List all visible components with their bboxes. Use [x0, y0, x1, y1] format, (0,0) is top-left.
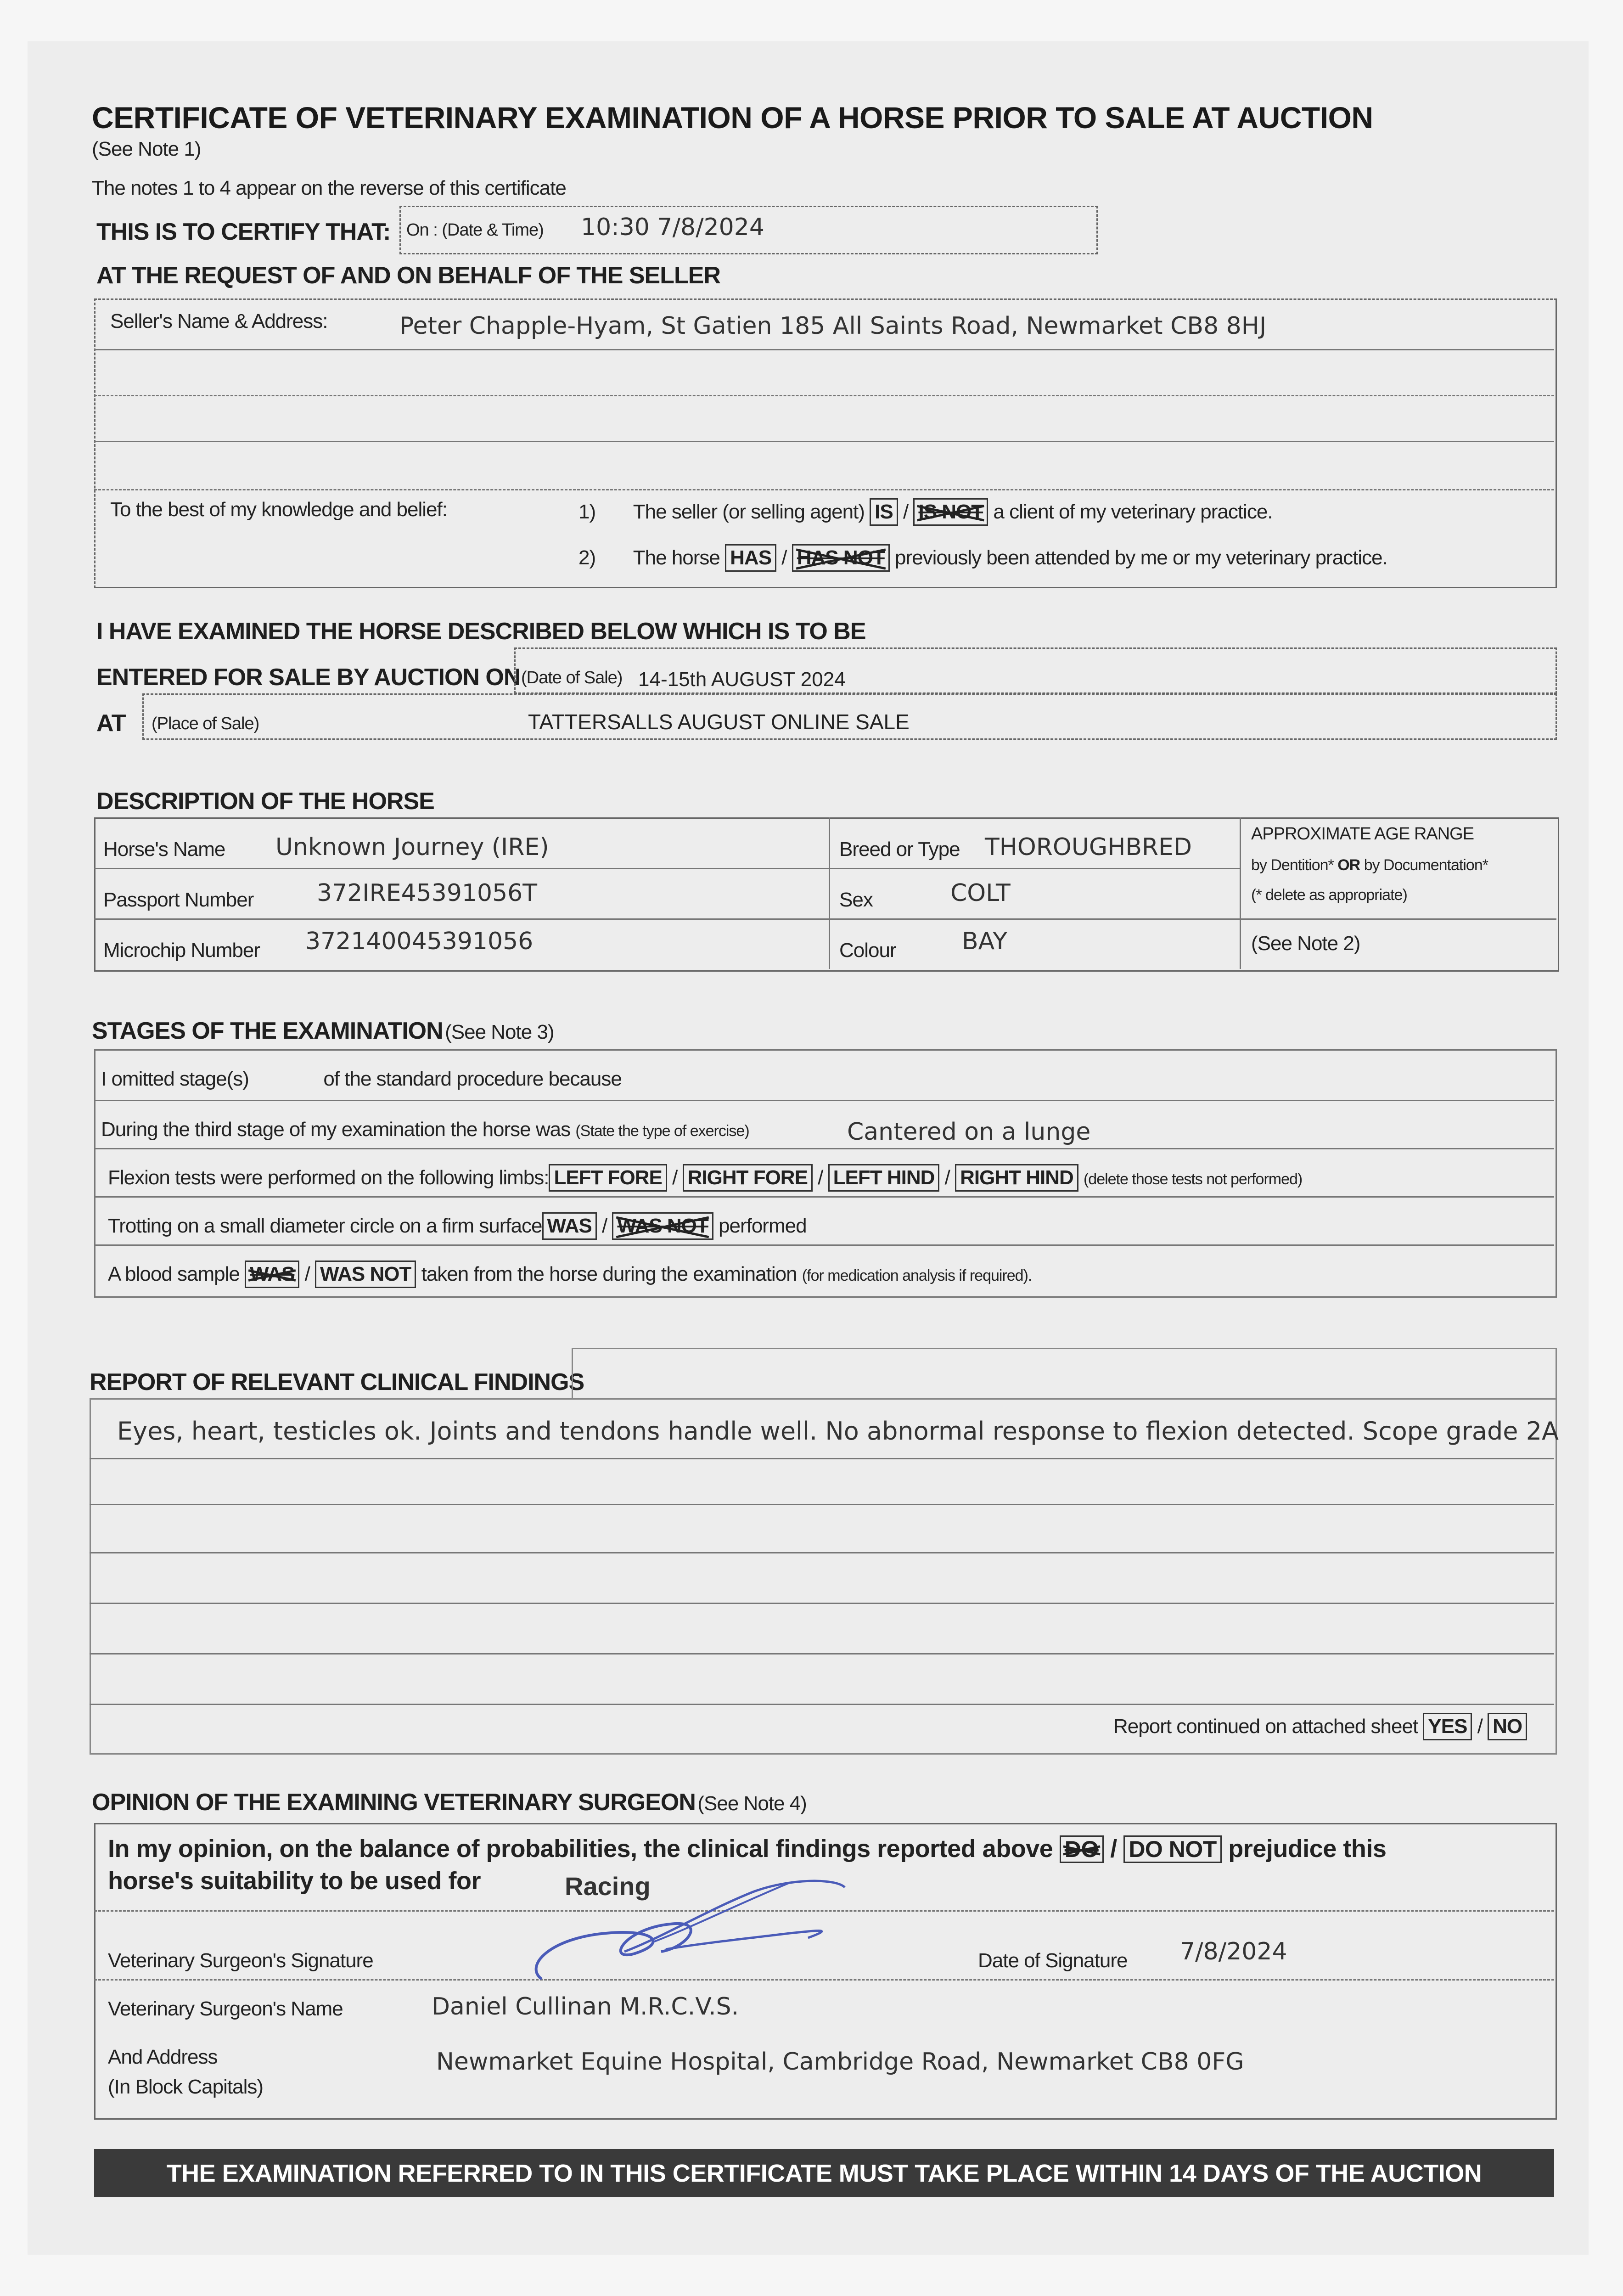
see-note-1: (See Note 1)	[92, 138, 201, 160]
seller-name-value[interactable]: Peter Chapple-Hyam, St Gatien 185 All Saints Road, Newmarket CB8 8HJ	[399, 312, 1267, 340]
omitted-row	[101, 1068, 622, 1091]
report-heading-box	[572, 1348, 1557, 1400]
report-continued-row	[1113, 1713, 1527, 1740]
opinion-do-option[interactable]: DO	[1060, 1835, 1104, 1863]
sale-place-label: (Place of Sale)	[152, 714, 259, 733]
blood-row	[108, 1261, 1032, 1288]
limb-sep-1: /	[672, 1166, 678, 1189]
report-line-5	[90, 1653, 1554, 1654]
horse-hline-2	[94, 918, 1240, 920]
footer-banner-text: THE EXAMINATION REFERRED TO IN THIS CERTIFICATE MUST TAKE PLACE WITHIN 14 DAYS OF THE AUCTION	[166, 2159, 1482, 2187]
opinion-do-not-option[interactable]: DO NOT	[1123, 1835, 1221, 1863]
sale-place-value[interactable]: TATTERSALLS AUGUST ONLINE SALE	[528, 710, 910, 734]
seller-line-4	[94, 489, 1554, 490]
entered-label: ENTERED FOR SALE BY AUCTION ON	[96, 664, 521, 691]
age-delete-note: (* delete as appropriate)	[1251, 886, 1407, 904]
opinion-note: (See Note 4)	[697, 1792, 807, 1815]
continued-sep: /	[1477, 1715, 1483, 1738]
sale-date-label: (Date of Sale)	[521, 668, 623, 687]
age-see-note: (See Note 2)	[1251, 932, 1360, 955]
horse-hline-3	[1240, 918, 1556, 920]
address-label-2: (In Block Capitals)	[108, 2076, 264, 2098]
omitted-post: of the standard procedure because	[323, 1068, 622, 1090]
third-stage-row	[101, 1118, 749, 1141]
age-by-documentation[interactable]: by Documentation*	[1364, 856, 1488, 874]
item1-post: a client of my veterinary practice.	[993, 501, 1273, 523]
stages-title: STAGES OF THE EXAMINATION	[92, 1018, 443, 1044]
opinion-sep: /	[1110, 1835, 1117, 1863]
age-or: OR	[1337, 856, 1360, 874]
blood-label: A blood sample	[108, 1263, 240, 1285]
item1-pre: The seller (or selling agent)	[633, 501, 865, 523]
attended-has-not-option[interactable]: HAS NOT	[792, 544, 890, 572]
horse-heading: DESCRIPTION OF THE HORSE	[96, 788, 434, 815]
report-line-3	[90, 1552, 1554, 1553]
seller-heading: AT THE REQUEST OF AND ON BEHALF OF THE SELLER	[96, 262, 720, 289]
stages-line-4	[94, 1244, 1554, 1246]
opinion-text-1: In my opinion, on the balance of probabilities, the clinical findings reported above	[108, 1835, 1053, 1863]
date-signature-value[interactable]: 7/8/2024	[1180, 1938, 1287, 1965]
notes-line: The notes 1 to 4 appear on the reverse of this certificate	[92, 177, 566, 199]
age-method	[1251, 856, 1488, 874]
seller-item-2	[578, 544, 1387, 572]
opinion-statement	[108, 1835, 1386, 1863]
item2-pre: The horse	[633, 546, 720, 569]
continued-no-option[interactable]: NO	[1488, 1713, 1527, 1740]
blood-note: (for medication analysis if required).	[802, 1267, 1032, 1284]
opinion-heading	[92, 1789, 807, 1816]
horse-name-value[interactable]: Unknown Journey (IRE)	[275, 833, 549, 861]
vet-signature	[514, 1874, 863, 1993]
limb-sep-3: /	[944, 1166, 950, 1189]
seller-name-label: Seller's Name & Address:	[110, 310, 328, 332]
certify-on-label: On : (Date & Time)	[406, 220, 544, 240]
item2-post: previously been attended by me or my veterinary practice.	[894, 546, 1387, 569]
stages-line-2	[94, 1148, 1554, 1149]
item1-num: 1)	[578, 501, 596, 523]
report-findings[interactable]: Eyes, heart, testicles ok. Joints and tendons handle well. No abnormal response to flexion detected. Scope grade 2A	[117, 1417, 1559, 1446]
continued-yes-option[interactable]: YES	[1423, 1713, 1472, 1740]
trot-post: performed	[719, 1215, 807, 1237]
blood-sep: /	[304, 1263, 310, 1285]
opinion-text-2: prejudice this	[1228, 1835, 1387, 1863]
seller-line-1	[94, 349, 1554, 350]
report-line-4	[90, 1603, 1554, 1604]
blood-was-not-option[interactable]: WAS NOT	[315, 1261, 416, 1288]
colour-value[interactable]: BAY	[962, 928, 1007, 955]
knowledge-label: To the best of my knowledge and belief:	[110, 498, 447, 521]
flexion-label: Flexion tests were performed on the following limbs:	[108, 1166, 549, 1189]
age-heading: APPROXIMATE AGE RANGE	[1251, 824, 1474, 844]
trot-was-option[interactable]: WAS	[542, 1212, 597, 1240]
horse-hline-1	[94, 868, 1240, 869]
opinion-title: OPINION OF THE EXAMINING VETERINARY SURGEON	[92, 1789, 696, 1816]
limb-right-hind[interactable]: RIGHT HIND	[955, 1164, 1078, 1192]
date-signature-label: Date of Signature	[978, 1949, 1128, 1972]
use-value[interactable]: Racing	[565, 1872, 651, 1901]
breed-label: Breed or Type	[839, 838, 960, 861]
report-heading: REPORT OF RELEVANT CLINICAL FINDINGS	[90, 1369, 584, 1396]
stages-line-3	[94, 1196, 1554, 1198]
microchip-value[interactable]: 372140045391056	[305, 928, 534, 955]
report-line-2	[90, 1504, 1554, 1505]
trot-was-not-option[interactable]: WAS NOT	[612, 1212, 713, 1240]
signature-stroke-3	[652, 1883, 790, 1942]
age-by-dentition[interactable]: by Dentition*	[1251, 856, 1334, 874]
third-label: During the third stage of my examination the horse was	[101, 1118, 571, 1141]
horse-vline-2	[1240, 817, 1241, 969]
address-label: And Address	[108, 2046, 218, 2068]
blood-was-option[interactable]: WAS	[245, 1261, 299, 1288]
item1-sep: /	[903, 501, 909, 523]
limb-left-hind[interactable]: LEFT HIND	[828, 1164, 940, 1192]
passport-value[interactable]: 372IRE45391056T	[317, 879, 538, 907]
stages-heading	[92, 1017, 554, 1045]
report-box	[90, 1398, 1557, 1755]
stages-line-1	[94, 1100, 1554, 1101]
sale-heading: I HAVE EXAMINED THE HORSE DESCRIBED BELOW WHICH IS TO BE	[96, 618, 866, 645]
third-stage-value[interactable]: Cantered on a lunge	[847, 1118, 1091, 1146]
trot-sep: /	[601, 1215, 607, 1237]
passport-label: Passport Number	[103, 889, 254, 911]
report-line-6	[90, 1704, 1554, 1705]
horse-name-label: Horse's Name	[103, 838, 225, 861]
seller-line-2	[94, 395, 1554, 396]
trot-label: Trotting on a small diameter circle on a firm surface	[108, 1215, 542, 1237]
breed-value[interactable]: THOROUGHBRED	[985, 833, 1192, 861]
horse-vline-1	[829, 817, 830, 969]
blood-post: taken from the horse during the examination	[421, 1263, 797, 1285]
sex-label: Sex	[839, 889, 873, 911]
third-note: (State the type of exercise)	[575, 1122, 749, 1140]
item2-sep: /	[781, 546, 787, 569]
certify-label: THIS IS TO CERTIFY THAT:	[96, 219, 391, 245]
address-value[interactable]: Newmarket Equine Hospital, Cambridge Road, Newmarket CB8 0FG	[436, 2048, 1244, 2076]
opinion-text-3: horse's suitability to be used for	[108, 1867, 481, 1895]
at-label: AT	[96, 710, 126, 737]
flexion-note: (delete those tests not performed)	[1083, 1171, 1303, 1188]
omitted-label: I omitted stage(s)	[101, 1068, 249, 1090]
certificate-title: CERTIFICATE OF VETERINARY EXAMINATION OF A HORSE PRIOR TO SALE AT AUCTION	[92, 101, 1373, 135]
trot-row	[108, 1212, 807, 1240]
attended-has-option[interactable]: HAS	[725, 544, 776, 572]
colour-label: Colour	[839, 939, 896, 962]
sex-value[interactable]: COLT	[950, 879, 1011, 907]
sale-date-value[interactable]: 14-15th AUGUST 2024	[638, 668, 846, 691]
report-continued-label: Report continued on attached sheet	[1113, 1715, 1418, 1738]
limb-sep-2: /	[818, 1166, 823, 1189]
microchip-label: Microchip Number	[103, 939, 260, 962]
seller-line-3	[94, 441, 1554, 442]
report-line-1	[90, 1458, 1554, 1459]
limb-right-fore[interactable]: RIGHT FORE	[683, 1164, 813, 1192]
surgeon-name-value[interactable]: Daniel Cullinan M.R.C.V.S.	[432, 1993, 739, 2020]
signature-label: Veterinary Surgeon's Signature	[108, 1949, 373, 1972]
surgeon-name-label: Veterinary Surgeon's Name	[108, 1998, 343, 2020]
stages-note: (See Note 3)	[445, 1021, 554, 1043]
flexion-row	[108, 1164, 1302, 1192]
limb-left-fore[interactable]: LEFT FORE	[549, 1164, 667, 1192]
client-is-not-option[interactable]: IS NOT	[913, 498, 988, 526]
client-is-option[interactable]: IS	[870, 498, 898, 526]
item2-num: 2)	[578, 546, 596, 569]
footer-banner	[94, 2149, 1554, 2197]
seller-item-1	[578, 498, 1273, 526]
certify-on-value[interactable]: 10:30 7/8/2024	[581, 214, 764, 241]
